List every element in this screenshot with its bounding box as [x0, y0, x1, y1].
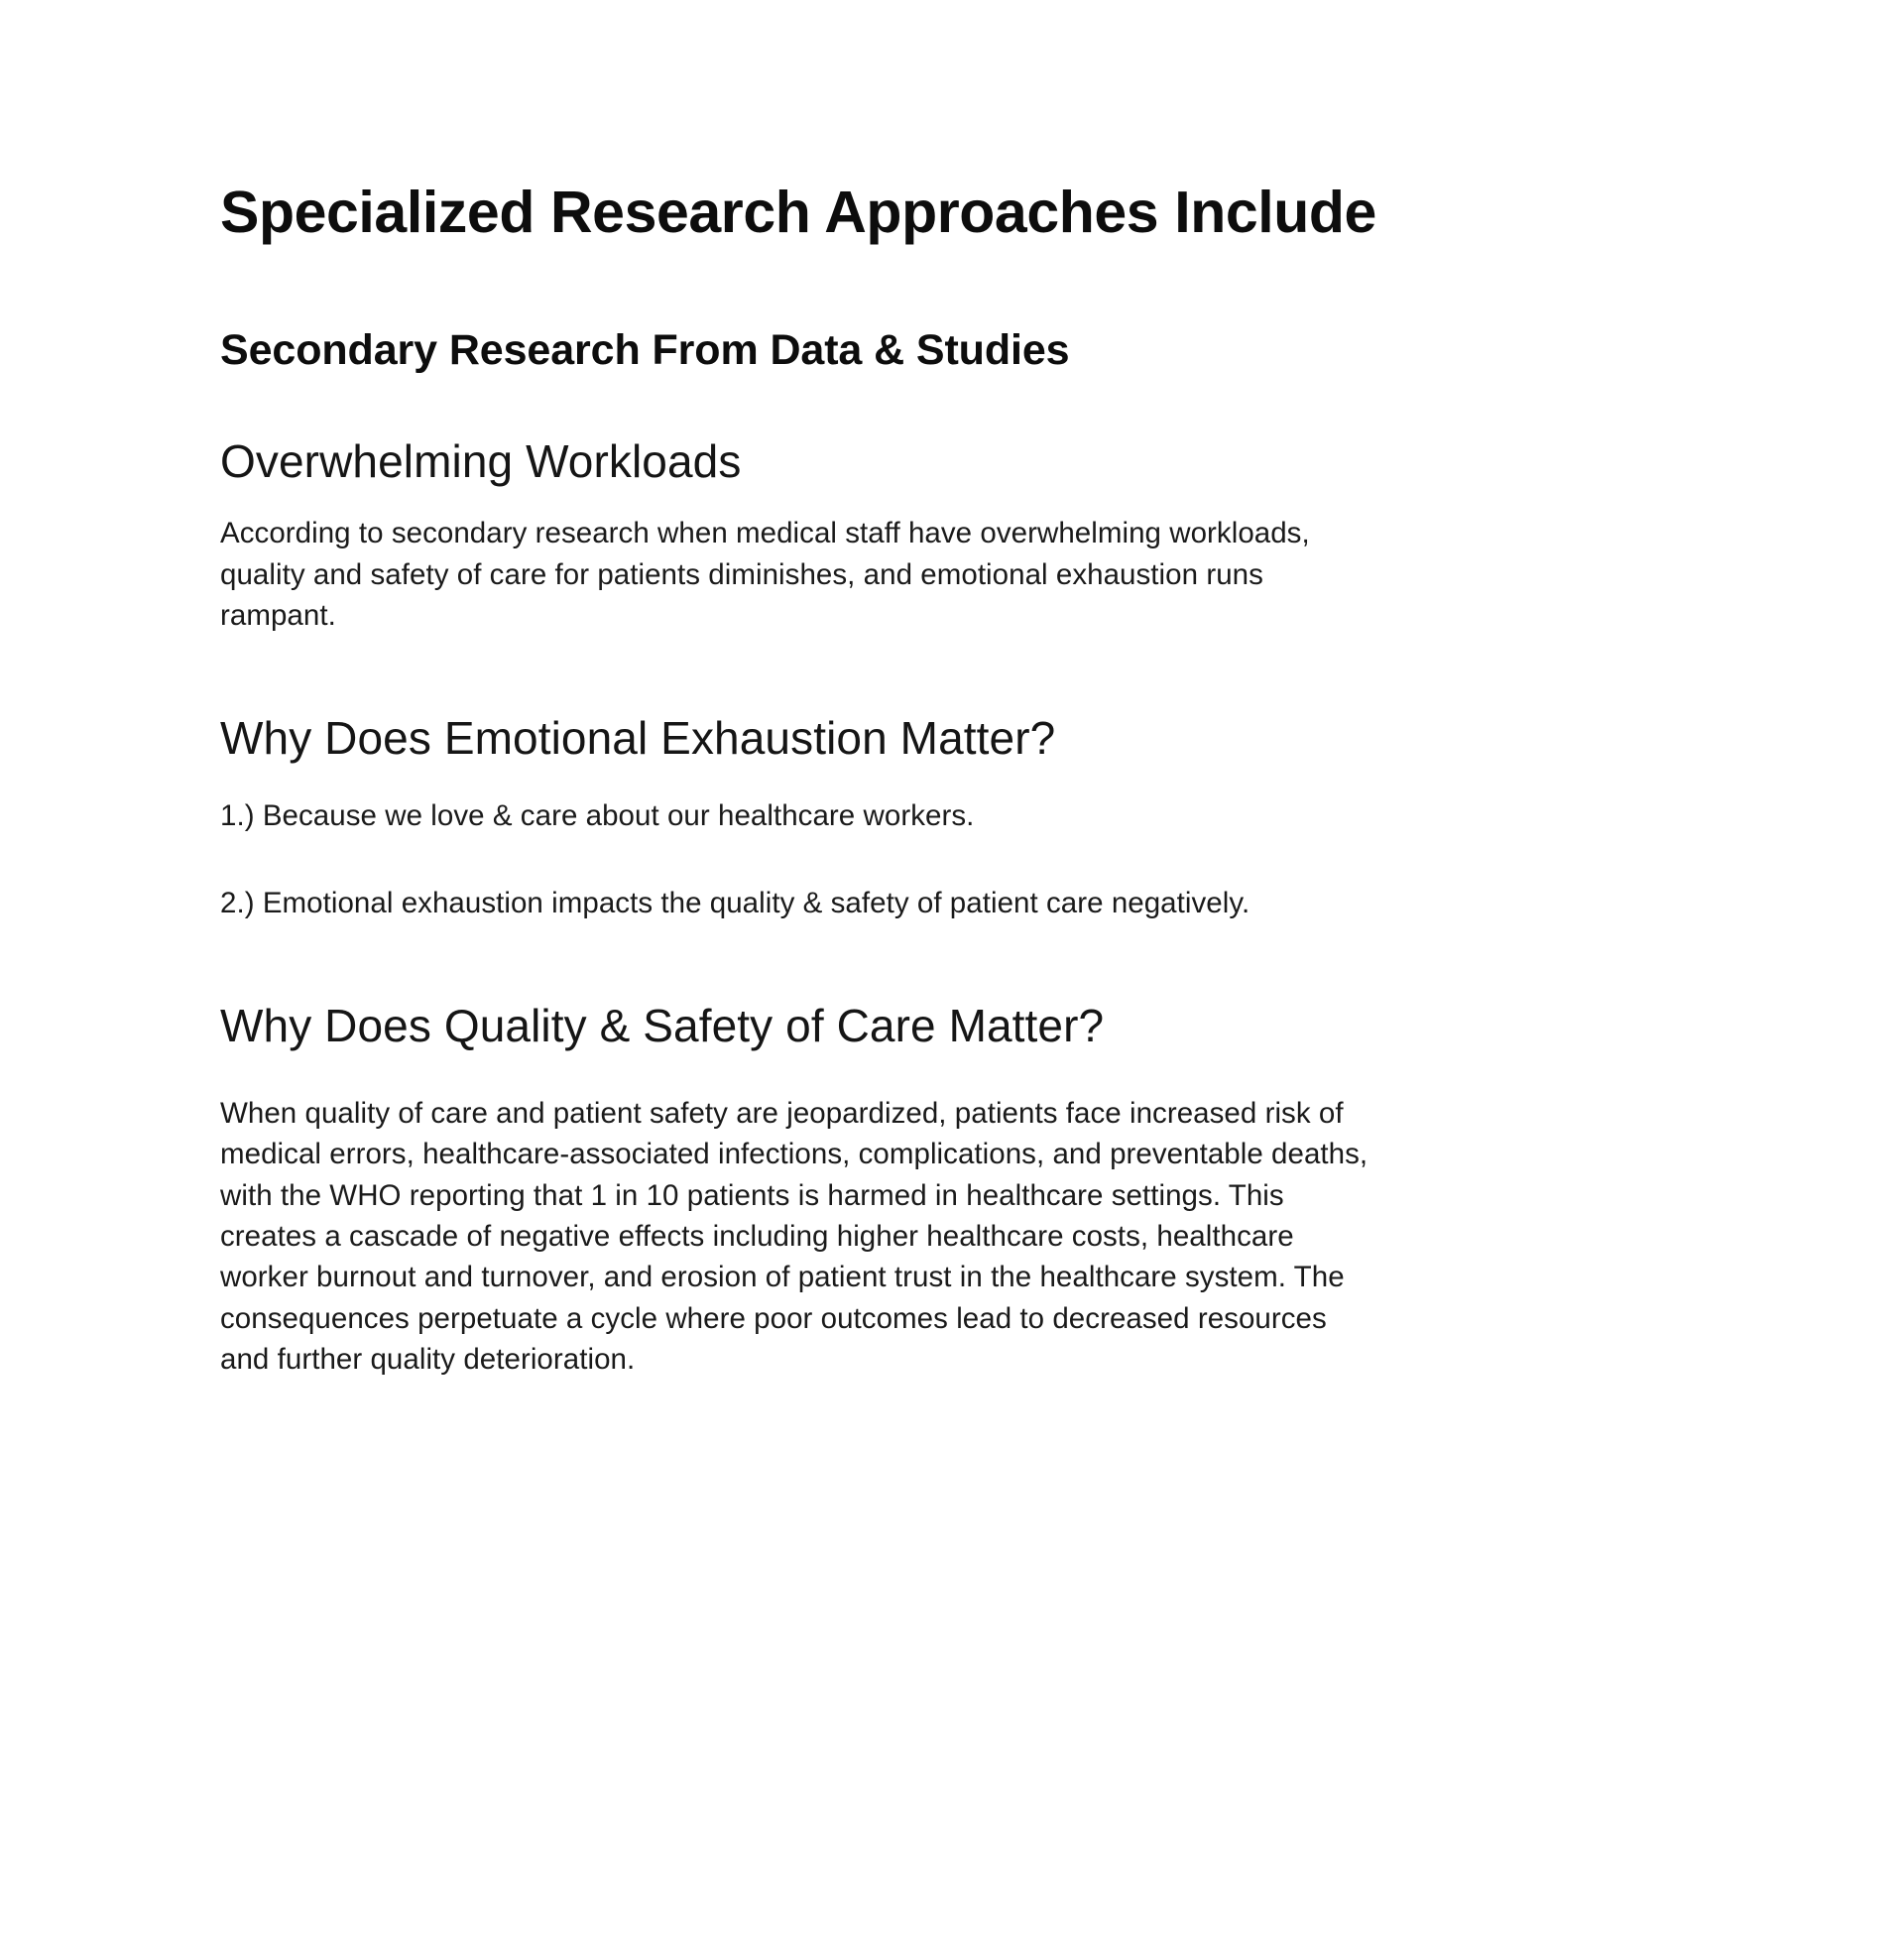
list-item: 2.) Emotional exhaustion impacts the quality & safety of patient care negatively. — [220, 886, 1250, 919]
heading-quality-safety: Why Does Quality & Safety of Care Matter? — [220, 999, 1105, 1051]
list-item: 1.) Because we love & care about our healthcare workers. — [220, 799, 975, 833]
section-title: Secondary Research From Data & Studies — [220, 326, 1070, 375]
heading-overwhelming-workloads: Overwhelming Workloads — [220, 435, 742, 488]
document-content — [220, 179, 1718, 1380]
heading-emotional-exhaustion: Why Does Emotional Exhaustion Matter? — [220, 712, 1056, 765]
page-title: Specialized Research Approaches Include — [220, 180, 1376, 245]
paragraph-overwhelming-workloads: According to secondary research when medical staff have overwhelming workloads, quality and safety of care for patients diminishes, and emotional exhaustion runs rampant. — [220, 517, 1310, 632]
paragraph-quality-safety: When quality of care and patient safety are jeopardized, patients face increased risk of medical errors, healthcare-associated infections, complications, and preventable deaths, with the WHO reporting that 1 in 10 patients is harmed in healthcare settings. This creates a cascade of negative effects including higher healthcare costs, healthcare worker burnout and turnover, and erosion of patient trust in the healthcare system. The consequences perpetuate a cycle where poor outcomes lead to decreased resources and further quality deterioration. — [220, 1097, 1368, 1376]
